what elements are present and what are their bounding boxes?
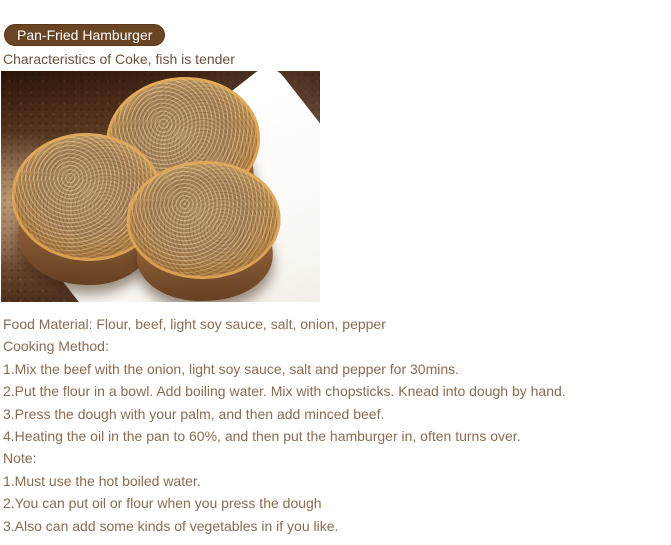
cooking-step-1: 1.Mix the beef with the onion, light soy sauce, salt and pepper for 30mins.: [3, 360, 460, 377]
dish-photo: [1, 71, 320, 302]
note-2: 2.You can put oil or flour when you press the dough: [3, 495, 322, 512]
cooking-step-3: 3.Press the dough with your palm, and then add minced beef.: [3, 405, 385, 422]
recipe-title: Pan-Fried Hamburger: [17, 27, 153, 43]
cooking-method-label: Cooking Method:: [3, 338, 109, 355]
recipe-body: [3, 313, 668, 537]
note-3: 3.Also can add some kinds of vegetables in if you like.: [3, 517, 339, 534]
recipe-title-badge: [4, 24, 165, 46]
note-label: Note:: [3, 450, 37, 467]
cooking-step-4: 4.Heating the oil in the pan to 60%, and then put the hamburger in, often turns over.: [3, 428, 521, 445]
food-material-line: Food Material: Flour, beef, light soy sauce, salt, onion, pepper: [3, 316, 386, 332]
cooking-step-2: 2.Put the flour in a bowl. Add boiling water. Mix with chopsticks. Knead into dough by hand.: [3, 383, 566, 400]
hamburger-patty-front: [125, 158, 284, 302]
note-1: 1.Must use the hot boiled water.: [3, 472, 201, 489]
recipe-subtitle: Characteristics of Coke, fish is tender: [3, 51, 235, 67]
